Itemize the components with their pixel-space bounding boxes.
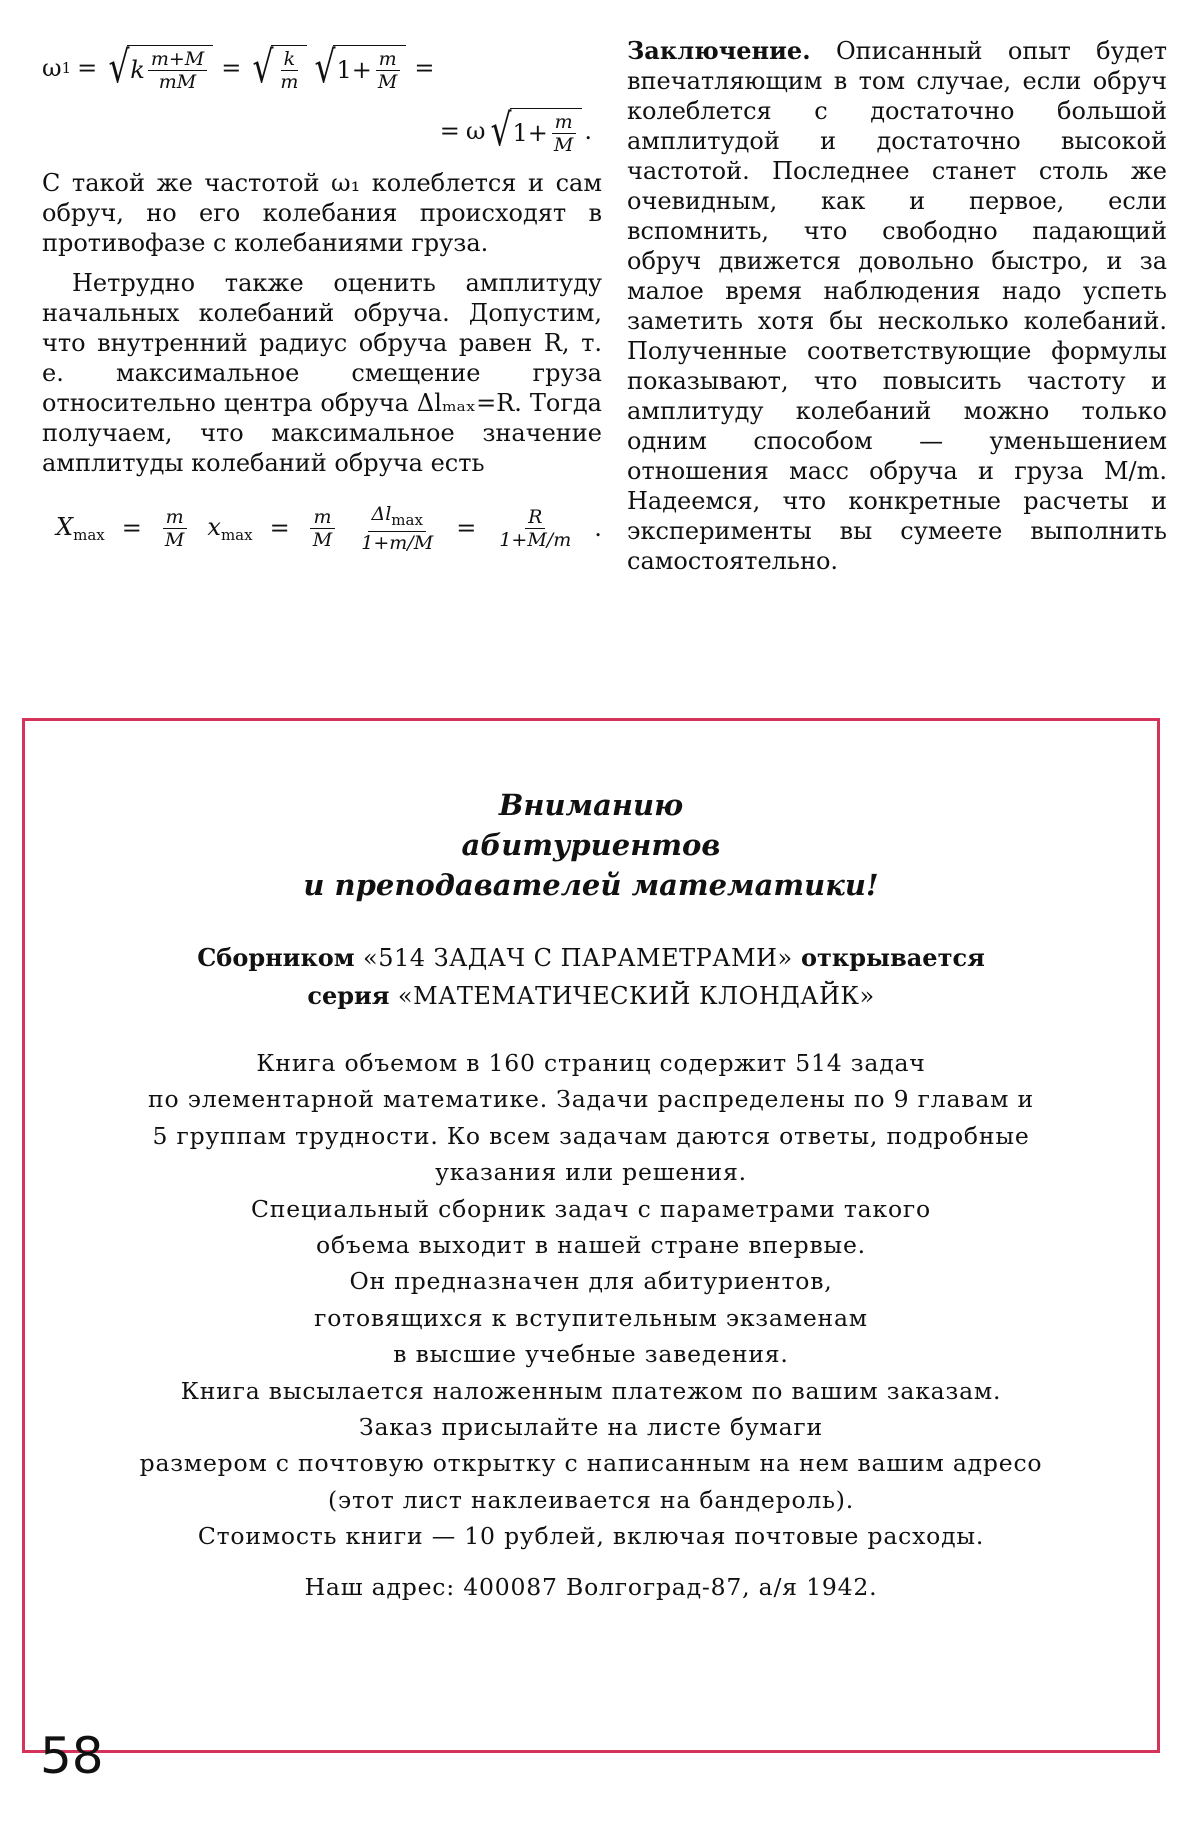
announcement-title-line2: абитуриентов	[461, 828, 721, 862]
fraction-numerator: m	[310, 507, 334, 529]
period: .	[584, 117, 592, 145]
equals-sign: =	[121, 514, 142, 542]
k-symbol: k	[130, 56, 145, 84]
one-plus: 1+	[512, 119, 548, 147]
series-tail: открывается	[801, 943, 985, 972]
fraction-dl	[358, 504, 436, 553]
fraction-denominator: M	[377, 70, 398, 93]
fraction-denominator: mM	[158, 70, 197, 93]
page-number: 58	[40, 1727, 104, 1785]
announcement-content	[25, 721, 1157, 1605]
notice-line-9: в высшие учебные заведения.	[393, 1340, 789, 1369]
announcement-title-line1: Вниманию	[498, 788, 684, 822]
notice-line-12: размером с почтовую открытку с написанным на нем вашим адресо	[139, 1449, 1043, 1478]
conclusion-text: Описанный опыт будет впечатляющим в том случае, если обруч колеблется с достаточно большой амплитудой и достаточно высокой частотой. Последнее станет столь же очевидным, как и первое, если вспомнить, что свободно падающий обруч движется довольно быстро, и за малое время наблюдения надо успеть заметить хотя бы несколько колебаний. Полученные соответствующие формулы показывают, что повысить частоту и амплитуду колебаний можно только одним способом — уменьшением отношения масс обруча и груза M/m. Надеемся, что конкретные расчеты и эксперименты вы сумеете выполнить самостоятельно.	[627, 37, 1167, 575]
paragraph-conclusion	[627, 36, 1167, 576]
equals-sign: =	[414, 54, 435, 82]
notice-line-8: готовящихся к вступительным экзаменам	[314, 1303, 868, 1332]
notice-line-13: (этот лист наклеивается на бандероль).	[328, 1485, 854, 1514]
fraction-2	[277, 49, 301, 92]
sqrt-1	[105, 42, 213, 93]
notice-line-4: указания или решения.	[435, 1158, 747, 1187]
fraction-4	[551, 112, 576, 155]
fraction-denominator: 1+M/m	[499, 528, 572, 551]
omega-symbol: ω	[465, 117, 486, 145]
fraction-m-M	[162, 507, 187, 550]
notice-line-14: Стоимость книги — 10 рублей, включая почтовые расходы.	[197, 1522, 985, 1551]
series-lead: серия	[307, 981, 390, 1010]
fraction-denominator: M	[164, 528, 185, 551]
fraction-numerator: m	[163, 507, 187, 529]
fraction-R	[496, 507, 574, 550]
equals-sign: =	[269, 514, 290, 542]
fraction-denominator: 1+m/M	[361, 531, 434, 554]
series-title: «МАТЕМАТИЧЕСКИЙ КЛОНДАЙК»	[397, 982, 875, 1010]
notice-line-11: Заказ присылайте на листе бумаги	[359, 1413, 823, 1442]
radical-icon: √	[108, 42, 130, 93]
right-column	[627, 36, 1167, 576]
equals-sign: =	[456, 514, 477, 542]
notice-address: Наш адрес: 400087 Волгоград-87, а/я 1942.	[304, 1572, 878, 1601]
omega-subscript: 1	[61, 59, 72, 77]
equals-sign: =	[439, 117, 460, 145]
fraction-numerator: m+M	[148, 49, 207, 71]
notice-line-7: Он предназначен для абитуриентов,	[349, 1267, 833, 1296]
series-line1	[25, 939, 1157, 977]
equals-sign: =	[77, 54, 98, 82]
series-lead: Сборником	[197, 943, 355, 972]
notice-line-6: объема выходит в нашей стране впервые.	[316, 1231, 866, 1260]
notice-line-1: Книга объемом в 160 страниц содержит 514 задач	[256, 1049, 926, 1077]
formula-omega1	[42, 36, 602, 100]
radical-icon: √	[314, 42, 336, 93]
formula-xmax	[42, 492, 602, 564]
x-symbol: x	[207, 512, 221, 541]
sqrt-3	[311, 42, 406, 93]
radical-icon: √	[490, 105, 512, 156]
fraction-1	[148, 49, 207, 92]
fraction-denominator: m	[280, 70, 299, 93]
paragraph-antiphase: С такой же частотой ω₁ колеблется и сам обруч, но его колебания происходят в противофазе с колебаниями груза.	[42, 169, 602, 257]
announcement-box	[22, 718, 1160, 1753]
series-line2	[25, 977, 1157, 1015]
X-symbol: X	[56, 512, 74, 541]
fraction-numerator: $\Delta l_{max}$	[368, 504, 425, 532]
fraction-denominator: M	[312, 528, 333, 551]
sqrt-2	[249, 42, 307, 93]
period: .	[594, 514, 602, 542]
radical-icon: √	[252, 42, 274, 93]
paragraph-amplitude: Нетрудно также оценить амплитуду начальных колебаний обруча. Допустим, что внутренний радиус обруча равен R, т. е. максимальное смещение груза относительно центра обруча Δlₘₐₓ=R. Тогда получаем, что максимальное значение амплитуды колебаний обруча есть	[42, 269, 602, 477]
formula-omega-result	[42, 100, 602, 162]
max-subscript: max	[220, 525, 253, 544]
left-column	[42, 36, 602, 564]
fraction-numerator: m	[552, 112, 576, 134]
omega-symbol: ω	[42, 54, 62, 82]
sqrt-4	[487, 105, 582, 156]
max-subscript: max	[73, 525, 105, 544]
fraction-numerator: k	[281, 49, 299, 71]
conclusion-heading: Заключение.	[627, 36, 811, 65]
book-title: «514 ЗАДАЧ С ПАРАМЕТРАМИ»	[363, 944, 793, 972]
one-plus: 1+	[336, 56, 372, 84]
fraction-m-M-2	[310, 507, 335, 550]
notice-line-5: Специальный сборник задач с параметрами такого	[251, 1194, 931, 1223]
notice-line-2: по элементарной математике. Задачи распределены по 9 главам и	[148, 1085, 1034, 1114]
notice-line-3: 5 группам трудности. Ко всем задачам даются ответы, подробные	[152, 1121, 1030, 1150]
fraction-3	[375, 49, 400, 92]
notice-line-10: Книга высылается наложенным платежом по вашим заказам.	[180, 1376, 1002, 1405]
equals-sign: =	[221, 54, 242, 82]
fraction-numerator: R	[525, 507, 545, 529]
fraction-denominator: M	[553, 133, 574, 156]
announcement-title-line3: и преподавателей математики!	[303, 868, 879, 902]
fraction-numerator: m	[376, 49, 400, 71]
